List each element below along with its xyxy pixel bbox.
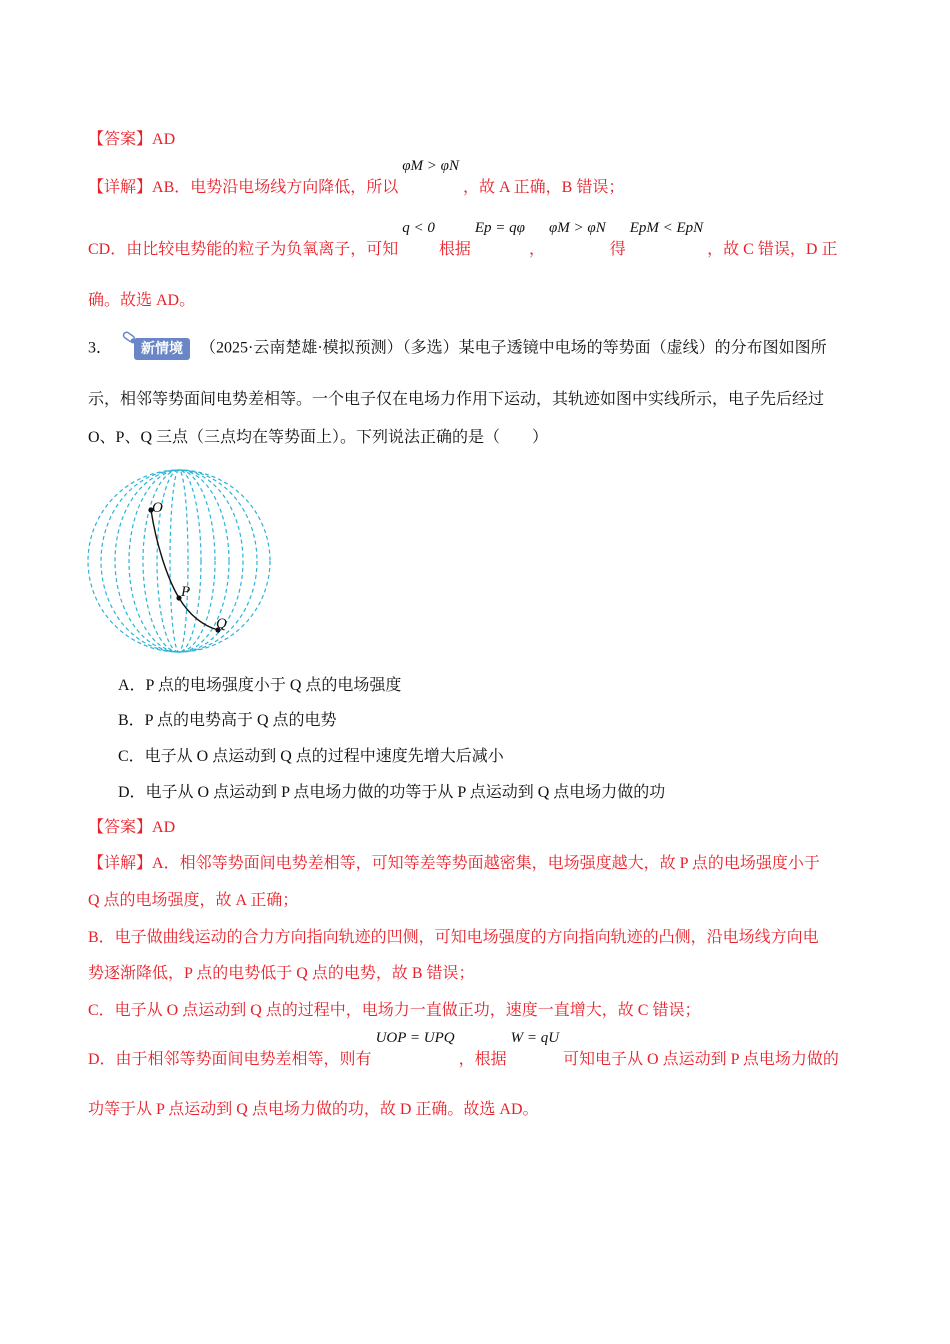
prev-detail-line-1 bbox=[88, 158, 860, 200]
formula-q-lt-0: q < 0 bbox=[402, 220, 435, 236]
solution-d-line-1 bbox=[88, 1030, 860, 1072]
detail-text: ，故 C 错误，D 正 bbox=[707, 241, 838, 258]
equipotential-lines bbox=[88, 470, 270, 652]
new-context-badge bbox=[120, 336, 192, 362]
detail-text: ， bbox=[528, 241, 545, 258]
prev-answer-line bbox=[88, 128, 860, 152]
formula-phi-m-gt-phi-n-2: φM > φN bbox=[548, 220, 606, 236]
detail-text-end: ，故 A 正确，B 错误； bbox=[462, 179, 625, 196]
badge-label: 新情境 bbox=[134, 338, 190, 360]
detail-text: ，根据 bbox=[458, 1051, 507, 1068]
solution-c-line bbox=[88, 999, 860, 1023]
answer-tag: 【答案】 bbox=[88, 819, 153, 836]
option-b: B．P 点的电势高于 Q 点的电势 bbox=[118, 712, 337, 729]
detail-text: 确。故选 AD。 bbox=[88, 292, 196, 309]
detail-text: 得 bbox=[609, 241, 626, 258]
option-c: C．电子从 O 点运动到 Q 点的过程中速度先增大后减小 bbox=[118, 748, 504, 765]
answer-tag: 【答案】 bbox=[88, 131, 153, 148]
answer-value: AD bbox=[152, 131, 176, 148]
solution-a-line-1 bbox=[88, 852, 860, 876]
option-a: A．P 点的电场强度小于 Q 点的电场强度 bbox=[118, 677, 402, 694]
detail-text: 根据 bbox=[438, 241, 471, 258]
detail-text: AB．电势沿电场线方向降低，所以 bbox=[152, 179, 399, 196]
answer-value: AD bbox=[152, 819, 176, 836]
question-stem-line-3 bbox=[88, 426, 860, 450]
prev-detail-line-2 bbox=[88, 220, 860, 262]
formula-ep-eq-qphi: Ep = qφ bbox=[474, 220, 525, 236]
solution-answer-line bbox=[88, 816, 860, 840]
option-d: D．电子从 O 点运动到 P 点电场力做的功等于从 P 点运动到 Q 点电场力做的功 bbox=[118, 784, 666, 801]
detail-text: C．电子从 O 点运动到 Q 点的过程中，电场力一直做正功，速度一直增大，故 C 错误； bbox=[88, 1002, 701, 1019]
detail-text: A．相邻等势面间电势差相等，可知等差等势面越密集，电场强度越大，故 P 点的电场强度小于 bbox=[152, 855, 820, 872]
detail-tag: 【详解】 bbox=[88, 179, 153, 196]
detail-text: Q 点的电场强度，故 A 正确； bbox=[88, 892, 299, 909]
question-number: 3． bbox=[88, 339, 113, 357]
question-stem-line-2 bbox=[88, 388, 860, 412]
label-o: O bbox=[152, 500, 163, 516]
question-stem: （2025·云南楚雄·模拟预测）（多选）某电子透镜中电场的等势面（虚线）的分布图如图所 bbox=[200, 339, 827, 357]
detail-text: D．由于相邻等势面间电势差相等，则有 bbox=[88, 1051, 372, 1068]
prev-detail-line-3 bbox=[88, 289, 860, 313]
formula-epm-lt-epn: EpM < EpN bbox=[629, 220, 704, 236]
solution-b-line-1 bbox=[88, 926, 860, 950]
detail-text: 功等于从 P 点运动到 Q 点电场力做的功，故 D 正确。故选 AD。 bbox=[88, 1101, 539, 1118]
equipotential-figure bbox=[84, 468, 274, 658]
detail-tag: 【详解】 bbox=[88, 855, 153, 872]
question-stem: 示，相邻等势面间电势差相等。一个电子仅在电场力作用下运动，其轨迹如图中实线所示，电子先后经过 bbox=[88, 391, 825, 408]
detail-text: B．电子做曲线运动的合力方向指向轨迹的凹侧，可知电场强度的方向指向轨迹的凸侧，沿电场线方向电 bbox=[88, 929, 819, 946]
formula-phi-m-gt-phi-n: φM > φN bbox=[402, 158, 459, 174]
detail-text: 势逐渐降低，P 点的电势低于 Q 点的电势，故 B 错误； bbox=[88, 965, 475, 982]
label-p: P bbox=[181, 584, 191, 600]
solution-a-line-2 bbox=[88, 889, 860, 913]
solution-d-line-2 bbox=[88, 1098, 860, 1122]
label-q: Q bbox=[216, 616, 227, 632]
question-stem-line-1 bbox=[88, 336, 860, 362]
question-stem: O、P、Q 三点（三点均在等势面上）。下列说法正确的是（ ） bbox=[88, 429, 549, 446]
detail-text: CD．由比较电势能的粒子为负氧离子，可知 bbox=[88, 241, 399, 258]
detail-text: 可知电子从 O 点运动到 P 点电场力做的 bbox=[563, 1051, 839, 1068]
solution-b-line-2 bbox=[88, 962, 860, 986]
formula-uop-eq-upq: UOP = UPQ bbox=[375, 1030, 455, 1046]
formula-w-eq-qu: W = qU bbox=[510, 1030, 560, 1046]
